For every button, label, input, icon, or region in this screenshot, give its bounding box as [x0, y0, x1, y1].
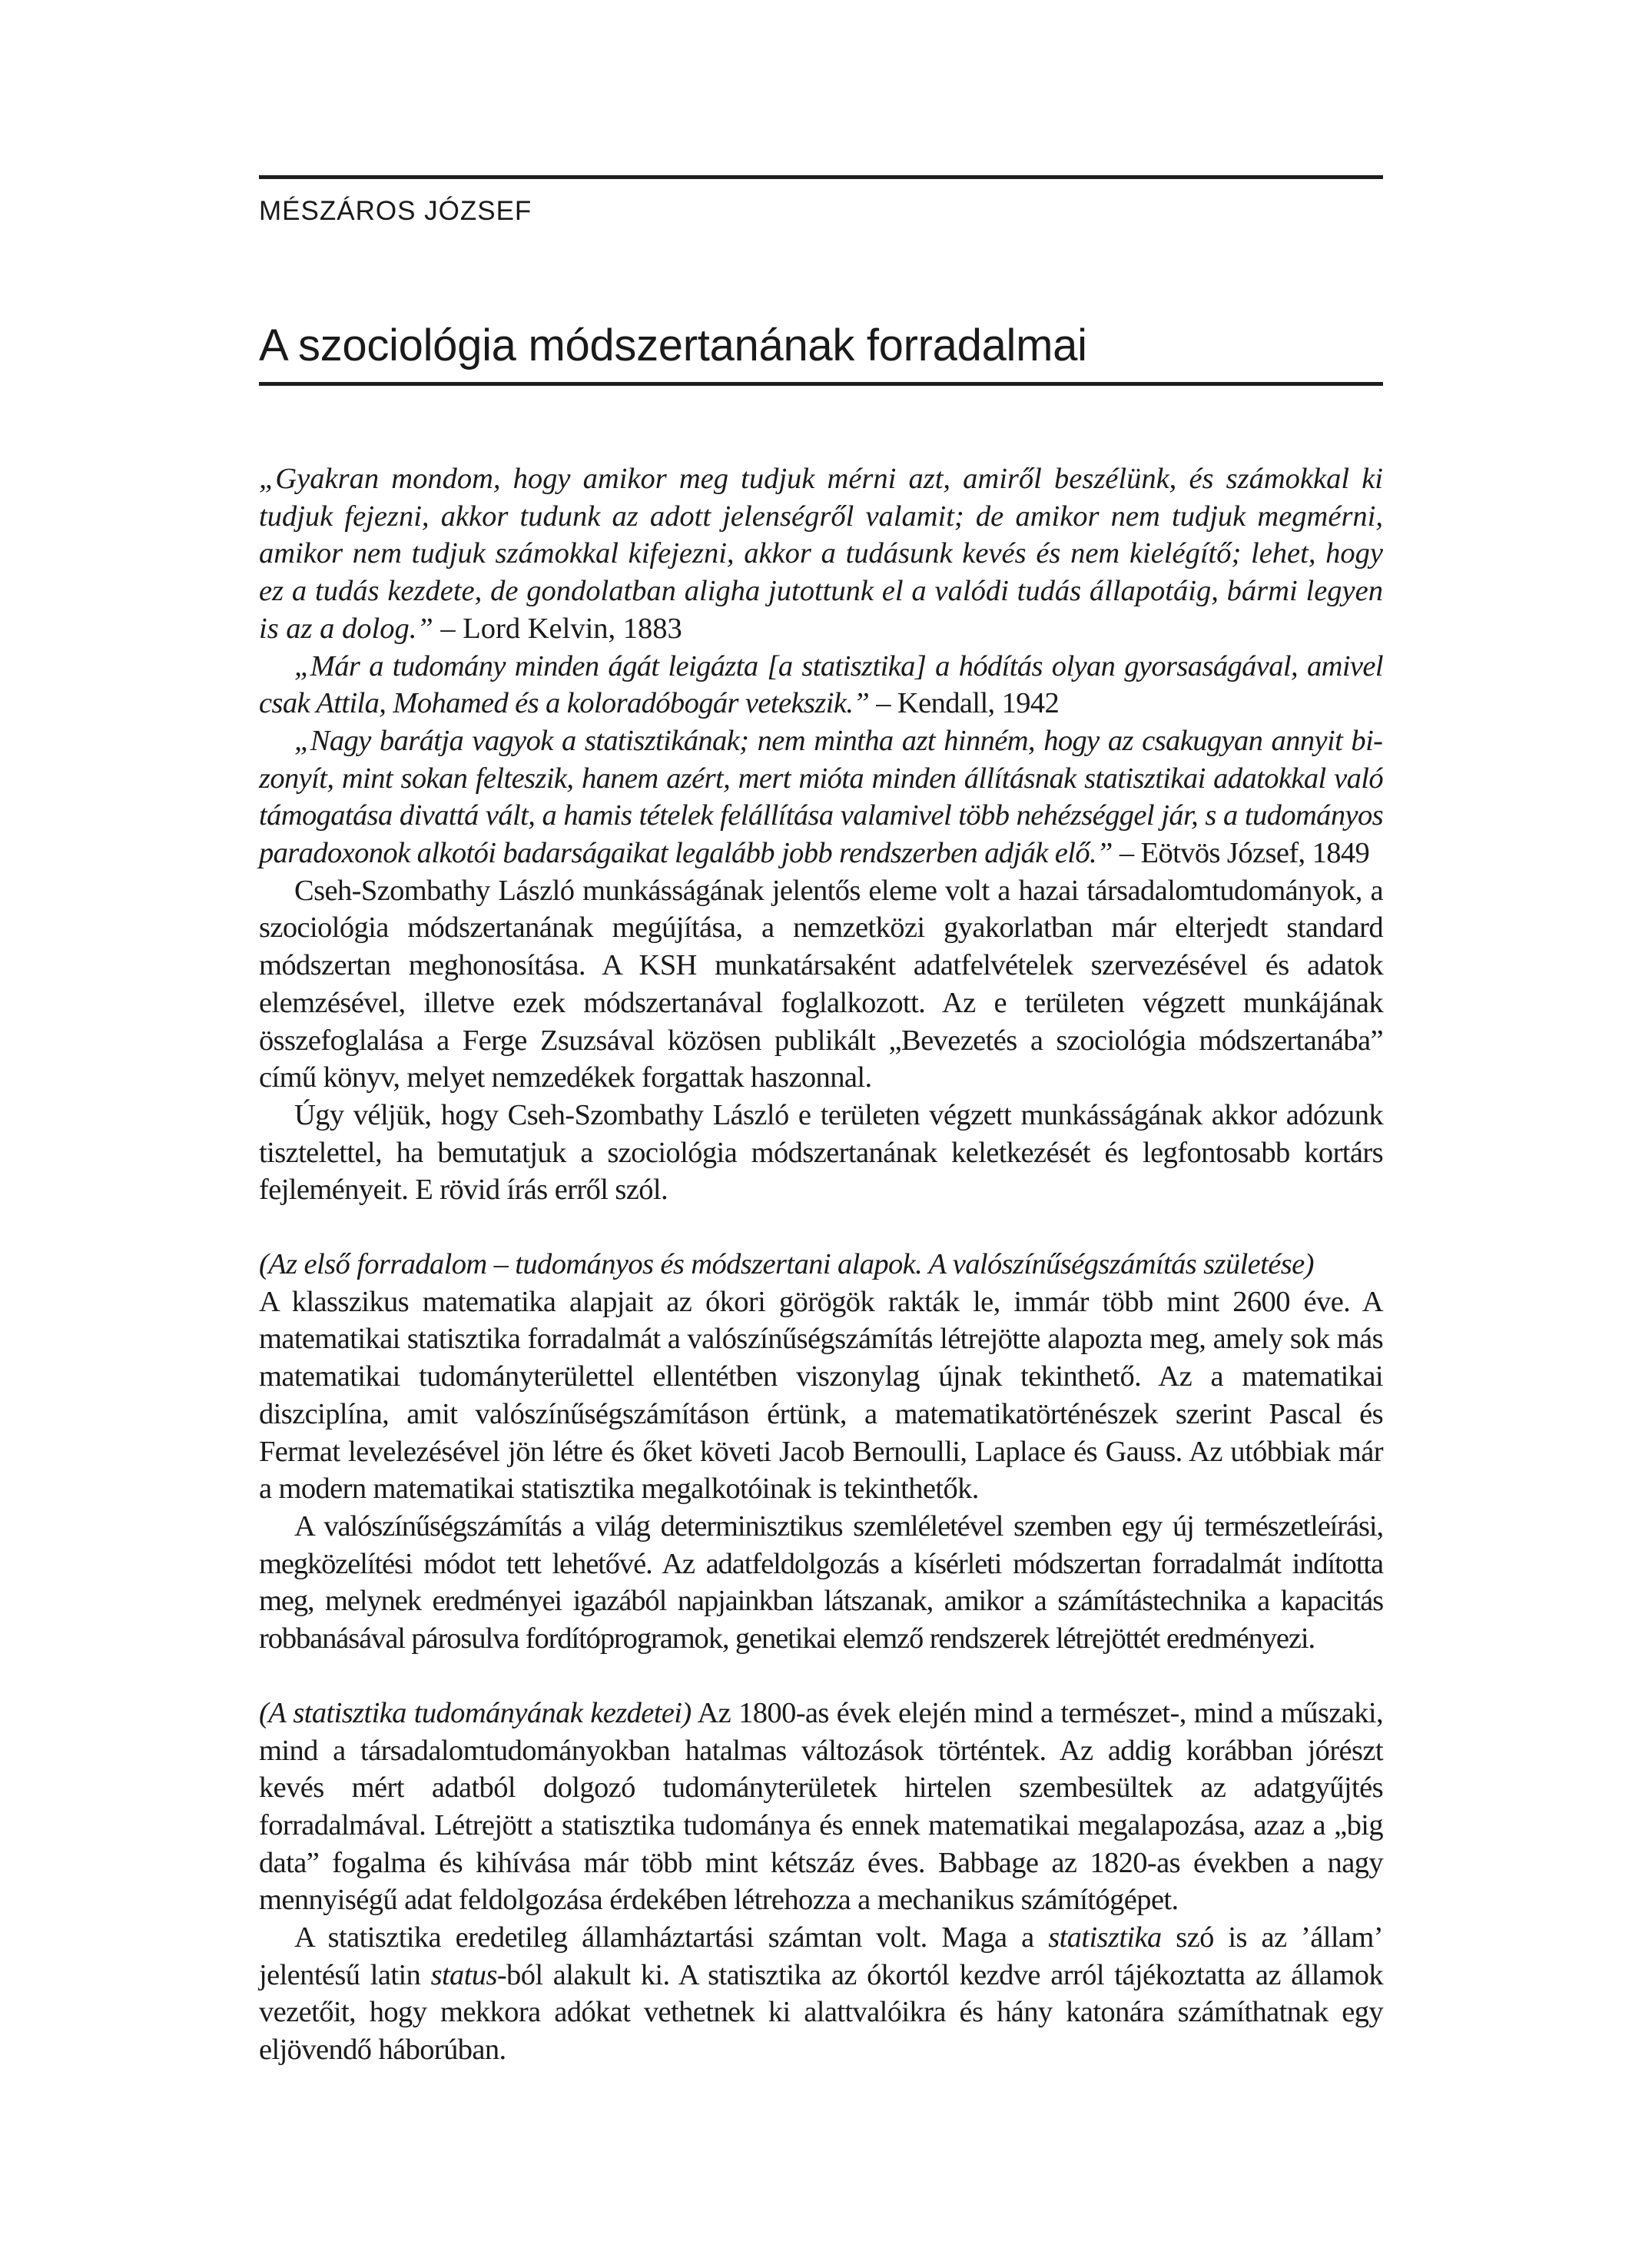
- text-run: szó is az ’állam’ jelentésű latin: [259, 1921, 1383, 1991]
- section-2-lead: Az 1800-as évek elején mind a természet-, mind a műszaki, mind a társadalomtudományokban hatalmas változások történtek. Az addig korábban jórészt kevés mért adatból dolgozó tudományterületek hirtelen szembesültek az adatgyűjtés forradalmával. Létrejött a statisztika tudománya és ennek matematikai megalapozása, azaz a „big data” fogalma és kihívása már több mint kétszáz éves. Babbage az 1820-as években a nagy mennyiségű adat feldolgozása érdekében létrehozza a mechanikus számítógépet.: [259, 1696, 1383, 1917]
- section-1-paragraph-2: A valószínűségszámítás a világ determinisztikus szemléletével szemben egy új természetleírási, megközelítési módot tett lehetővé. Az adatfeldolgozás a kísérleti módszertan forradalmát indította meg, melynek eredményei igazából napjainkban látszanak, amikor a számítástechnika a kapacitás robbanásával párosulva fordítóprogramok, genetikai elemző rendszerek létrejöttét eredményezi.: [259, 1509, 1383, 1655]
- epigraph-text: „Gyakran mondom, hogy amikor meg tudjuk mérni azt, amiről beszélünk, és számokkal ki tudjuk fejezni, akkor tudunk az adott jelenségről valamit; de amikor nem tudjuk megmérni, amikor nem tudjuk számokkal kifejezni, akkor a tudásunk kevés és nem kielégítő; lehet, hogy ez a tudás kezdete, de gondolatban aligha jutottunk el a valódi tudás állapotáig, bármi legyen is az a dolog.”: [259, 463, 1383, 645]
- section-1-heading: (Az első forradalom – tudományos és módszertani alapok. A valószínűségszámítás születése): [259, 1248, 1314, 1281]
- intro-paragraph-1: Cseh-Szombathy László munkásságának jelentős eleme volt a hazai társadalomtudományok, a szociológia módszertanának megújítása, a nemzetközi gyakorlatban már elterjedt standard módszertan meghonosítása. A KSH munkatársaként adatfelvételek szervezésével és adatok elemzésével, illetve ezek módszertanával foglalkozott. Az e területen végzett munkájának összefoglalása a Ferge Zsuzsával közösen publikált „Bevezetés a szociológia módszertanába” című könyv, melyet nemzedékek forgattak haszonnal.: [259, 874, 1383, 1094]
- text-run: -ból alakult ki. A statisztika az ókortól kezdve arról tájékoztatta az államok vezetőit, hogy mekkora adókat vethetnek ki alattvalóikra és hány katonára számíthatnak egy eljövendő háborúban.: [259, 1958, 1383, 2067]
- article-body: [259, 460, 1383, 2069]
- epigraph-source: – Kendall, 1942: [869, 687, 1060, 720]
- epigraph-source: – Lord Kelvin, 1883: [433, 612, 682, 645]
- section-1-paragraph-1: A klasszikus matematika alapjait az ókori görögök rakták le, immár több mint 2600 éve. A matematikai statisztika forradalmát a valószínűségszámítás létrejötte alapozta meg, amely sok más matematikai tudományterülettel ellentétben viszonylag újnak tekinthető. Az a matematikai diszciplína, amit valószínűségszámításon értünk, a matematikatörténészek szerint Pascal és Fermat levelezésével jön létre és őket követi Jacob Bernoulli, Laplace és Gauss. Az utóbbiak már a modern matematikai statisztika megalkotóinak is tekinthetők.: [259, 1285, 1383, 1506]
- author-name: MÉSZÁROS JÓZSEF: [259, 196, 532, 226]
- intro-paragraph-2: Úgy véljük, hogy Cseh-Szombathy László e területen végzett munkásságának akkor adózunk tisztelettel, ha bemutatjuk a szociológia módszertanának keletkezését és legfontosabb kortárs fejleményeit. E rövid írás erről szól.: [259, 1098, 1383, 1207]
- section-2-paragraph-1: [259, 1695, 1383, 1919]
- epigraphs: [259, 460, 1383, 872]
- epigraph-source: – Eötvös József, 1849: [1112, 837, 1370, 870]
- epigraph-text: „Már a tudomány minden ágát leigázta [a statisztika] a hódítás olyan gyorsaságával, amivel csak Attila, Mohamed és a koloradóbogár vetekszik.”: [259, 649, 1383, 720]
- epigraph-kelvin: [259, 460, 1383, 648]
- emphasis-statisztika: statisztika: [1048, 1921, 1162, 1954]
- title-bottom-rule: [259, 382, 1383, 386]
- section-2-paragraph-2: [259, 1919, 1383, 2069]
- epigraph-eotvos: [259, 722, 1383, 872]
- emphasis-status: status: [430, 1958, 497, 1991]
- epigraph-kendall: [259, 648, 1383, 722]
- section-2-heading: (A statisztika tudományának kezdetei): [259, 1696, 692, 1729]
- article-title: A szociológia módszertanának forradalmai: [259, 320, 1087, 370]
- text-run: A statisztika eredetileg államháztartási számtan volt. Maga a: [294, 1921, 1049, 1954]
- article-page: [259, 175, 1383, 2069]
- epigraph-text: „Nagy barátja vagyok a statisztikának; nem mintha azt hinném, hogy az csakugyan annyit bizonyít, mint sokan felteszik, hanem azért, mert mióta minden állításnak statisztikai adatokkal való támogatása divattá vált, a hamis tételek felállítása valamivel több nehézséggel jár, s a tudományos paradoxonok alkotói badarságaikat legalább jobb rendszerben adják elő.”: [259, 724, 1383, 870]
- header-top-rule: [259, 175, 1383, 179]
